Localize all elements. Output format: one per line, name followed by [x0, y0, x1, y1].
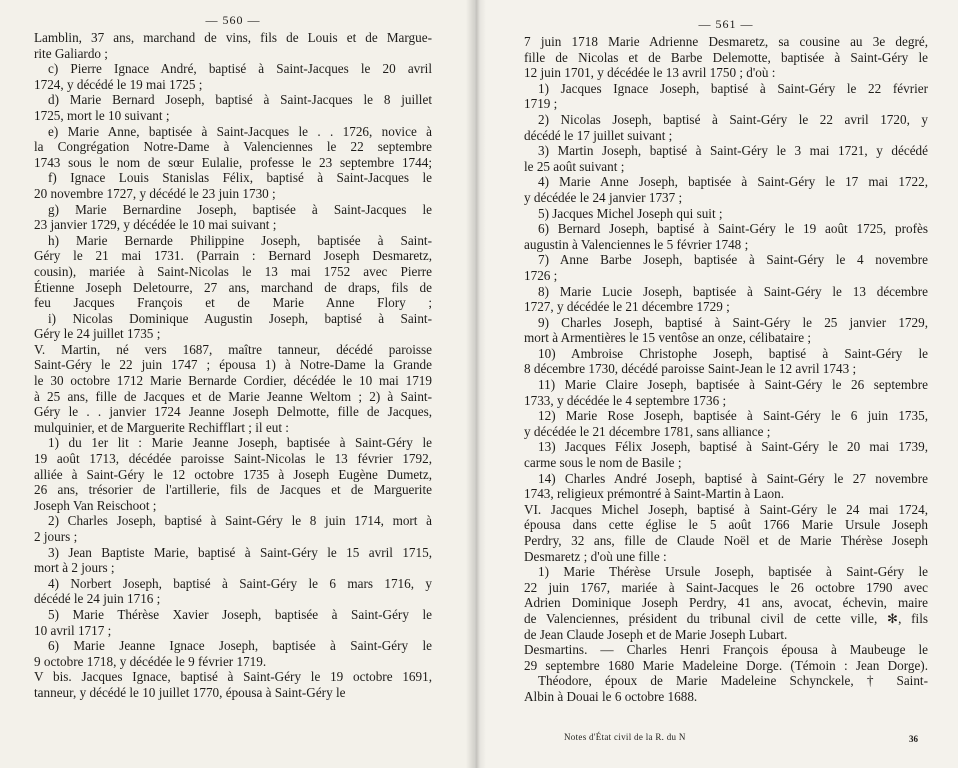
- left-text-line: Lamblin, 37 ans, marchand de vins, fils de Louis et de Margue-: [34, 30, 432, 45]
- right-text-line: 12 juin 1701, y décédée le 13 avril 1750 ; d'où :: [524, 65, 776, 81]
- right-text-line: augustin à Valenciennes le 5 février 1748 ;: [524, 236, 749, 252]
- signature-number: 36: [909, 734, 918, 744]
- right-text-line: mort à Armentières le 15 ventôse an onze, célibataire ;: [524, 330, 812, 346]
- left-page: [0, 0, 474, 768]
- left-text-line: 2) Charles Joseph, baptisé à Saint-Géry le 8 juin 1714, mort à: [48, 513, 432, 529]
- right-text-line: 1) Jacques Ignace Joseph, baptisé à Saint-Géry le 22 février: [538, 80, 928, 96]
- right-text-line: décédé le 17 juillet suivant ;: [524, 127, 673, 143]
- left-text-line: Géry le 24 juillet 1735 ;: [34, 326, 161, 342]
- right-text-line: 9) Charles Joseph, baptisé à Saint-Géry le 25 janvier 1729,: [538, 314, 928, 330]
- right-text-line: 1733, y décédée le 4 septembre 1736 ;: [524, 392, 727, 408]
- right-text-line: épousa dans cette église le 5 août 1766 Marie Ursule Joseph: [524, 517, 928, 533]
- right-text-line: carme sous le nom de Basile ;: [524, 455, 682, 471]
- left-page-number: — 560 —: [205, 13, 261, 27]
- left-text-line: i) Nicolas Dominique Augustin Joseph, baptisé à Saint-: [48, 310, 432, 326]
- right-text-line: 1726 ;: [524, 267, 558, 283]
- left-text-line: 1) du 1er lit : Marie Jeanne Joseph, baptisée à Saint-Géry le: [48, 435, 432, 451]
- left-text-line: mulquinier, et de Marguerite Rechifflart ; il eut :: [34, 419, 289, 435]
- left-text-line: f) Ignace Louis Stanislas Félix, baptisé à Saint-Jacques le: [48, 170, 432, 186]
- right-text-line: 1743, religieux prémontré à Saint-Martin à Laon.: [524, 486, 785, 502]
- left-text-line: décédé le 24 juin 1716 ;: [34, 591, 161, 607]
- right-text-line: 13) Jacques Félix Joseph, baptisé à Saint-Géry le 20 mai 1739,: [538, 439, 928, 455]
- left-text-line: e) Marie Anne, baptisée à Saint-Jacques le . . 1726, novice à: [48, 123, 432, 139]
- left-text-line: Géry le 21 mai 1731. (Parrain : Bernard Joseph Desmaretz,: [34, 248, 432, 264]
- page-footer: [524, 732, 928, 746]
- right-text-line: fille de Nicolas et de Barbe Delemotte, baptisée à Saint-Géry le: [524, 49, 928, 65]
- right-text-line: 11) Marie Claire Joseph, baptisée à Saint-Géry le 26 septembre: [538, 377, 928, 393]
- right-page: [474, 0, 958, 768]
- left-page-text: [34, 30, 432, 701]
- right-text-line: 12) Marie Rose Joseph, baptisée à Saint-Géry le 6 juin 1735,: [538, 408, 928, 424]
- right-text-line: 3) Martin Joseph, baptisé à Saint-Géry le 3 mai 1721, y décédé: [538, 143, 928, 159]
- left-text-line: V bis. Jacques Ignace, baptisé à Saint-Géry le 19 octobre 1691,: [34, 669, 432, 685]
- right-text-line: de Valenciennes, président du tribunal civil de cette ville, ✻, fils: [524, 610, 928, 626]
- left-text-line: 4) Norbert Joseph, baptisé à Saint-Géry le 6 mars 1716, y: [48, 575, 432, 591]
- right-text-line: 29 septembre 1680 Marie Madeleine Dorge. (Témoin : Jean Dorge).: [524, 657, 928, 673]
- right-page-number: — 561 —: [698, 17, 754, 31]
- left-text-line: 1725, mort le 10 suivant ;: [34, 107, 170, 123]
- left-text-line: g) Marie Bernardine Joseph, baptisée à Saint-Jacques le: [48, 201, 432, 217]
- left-text-line: 10 avril 1717 ;: [34, 622, 112, 638]
- left-text-line: 1743 sous le nom de sœur Eulalie, professe le 23 septembre 1744;: [34, 154, 432, 170]
- left-text-line: h) Marie Bernarde Philippine Joseph, baptisée à Saint-: [48, 232, 432, 248]
- left-text-line: la Congrégation Notre-Dame à Valenciennes le 22 septembre: [34, 139, 432, 155]
- right-text-line: 7 juin 1718 Marie Adrienne Desmaretz, sa cousine au 3e degré,: [524, 34, 928, 49]
- left-text-line: Saint-Géry le 22 juin 1747 ; épousa 1) à Notre-Dame la Grande: [34, 357, 432, 373]
- right-text-line: 10) Ambroise Christophe Joseph, baptisé à Saint-Géry le: [538, 345, 928, 361]
- right-text-line: Adrien Dominique Joseph Perdry, 41 ans, avocat, échevin, maire: [524, 595, 928, 611]
- right-text-line: le 25 août suivant ;: [524, 158, 625, 174]
- right-page-text: [524, 34, 928, 705]
- left-text-line: le 30 octobre 1712 Marie Bernarde Cordier, décédée le 10 mai 1719: [34, 373, 432, 389]
- left-text-line: 20 novembre 1727, y décédé le 23 juin 1730 ;: [34, 185, 276, 201]
- right-text-line: VI. Jacques Michel Joseph, baptisé à Saint-Géry le 24 mai 1724,: [524, 501, 928, 517]
- left-text-line: 23 janvier 1729, y décédée le 10 mai suivant ;: [34, 217, 277, 233]
- right-text-line: 6) Bernard Joseph, baptisé à Saint-Géry le 19 août 1725, profès: [538, 221, 928, 237]
- right-text-line: de Jean Claude Joseph et de Marie Joseph Lubart.: [524, 626, 788, 642]
- right-text-line: 8 décembre 1730, décédé paroisse Saint-Jean le 12 avril 1743 ;: [524, 361, 857, 377]
- right-text-line: 5) Jacques Michel Joseph qui suit ;: [538, 205, 723, 221]
- right-text-line: 1727, y décédée le 21 décembre 1729 ;: [524, 299, 730, 315]
- right-text-line: 2) Nicolas Joseph, baptisé à Saint-Géry le 22 avril 1720, y: [538, 111, 928, 127]
- left-text-line: mort à 2 jours ;: [34, 560, 115, 576]
- right-text-line: 8) Marie Lucie Joseph, baptisée à Saint-Géry le 13 décembre: [538, 283, 928, 299]
- left-text-line: 3) Jean Baptiste Marie, baptisé à Saint-Géry le 15 avril 1715,: [48, 544, 432, 560]
- left-text-line: tanneur, y décédé le 10 juillet 1770, épousa à Saint-Géry le: [34, 684, 346, 700]
- left-text-line: Joseph Van Reischoot ;: [34, 497, 157, 513]
- right-text-line: 4) Marie Anne Joseph, baptisée à Saint-Géry le 17 mai 1722,: [538, 174, 928, 190]
- right-text-line: Desmartins. — Charles Henri François épousa à Maubeuge le: [524, 642, 928, 658]
- right-text-line: Albin à Douai le 6 octobre 1688.: [524, 688, 698, 704]
- left-text-line: V. Martin, né vers 1687, maître tanneur, décédé paroisse: [34, 341, 432, 357]
- left-text-line: c) Pierre Ignace André, baptisé à Saint-Jacques le 20 avril: [48, 61, 432, 77]
- left-text-line: Étienne Joseph Deletourre, 27 ans, marchand de draps, fils de: [34, 279, 432, 295]
- left-text-line: Géry le . . janvier 1724 Jeanne Joseph Delmotte, fille de Jacques,: [34, 404, 432, 420]
- left-text-line: 26 ans, trésorier de l'artillerie, fils de Jacques et de Marguerite: [34, 482, 432, 498]
- left-text-line: 19 août 1713, décédée paroisse Saint-Nicolas le 13 février 1792,: [34, 451, 432, 467]
- footer-note: Notes d'État civil de la R. du N: [564, 732, 686, 742]
- left-text-line: feu Jacques François et de Marie Anne Flory ;: [34, 295, 432, 311]
- left-text-line: d) Marie Bernard Joseph, baptisé à Saint-Jacques le 8 juillet: [48, 92, 432, 108]
- right-text-line: 14) Charles André Joseph, baptisé à Saint-Géry le 27 novembre: [538, 470, 928, 486]
- right-text-line: 22 juin 1767, mariée à Saint-Jacques le 26 octobre 1790 avec: [524, 579, 928, 595]
- right-text-line: y décédée le 24 janvier 1737 ;: [524, 189, 683, 205]
- left-text-line: 5) Marie Thérèse Xavier Joseph, baptisée à Saint-Géry le: [48, 606, 432, 622]
- right-text-line: Théodore, époux de Marie Madeleine Schynckele, † Saint-: [538, 673, 928, 689]
- right-text-line: 1719 ;: [524, 96, 558, 112]
- right-text-line: 1) Marie Thérèse Ursule Joseph, baptisée à Saint-Géry le: [538, 564, 928, 580]
- right-text-line: Perdry, 32 ans, fille de Claude Noël et de Marie Thérèse Joseph: [524, 533, 928, 548]
- left-text-line: rite Galiardo ;: [34, 45, 108, 61]
- left-text-line: 2 jours ;: [34, 529, 78, 544]
- right-text-line: 7) Anne Barbe Joseph, baptisée à Saint-Géry le 4 novembre: [538, 252, 928, 268]
- right-text-line: Desmaretz ; d'où une fille :: [524, 548, 667, 564]
- left-text-line: 6) Marie Jeanne Ignace Joseph, baptisée à Saint-Géry le: [48, 638, 432, 654]
- left-text-line: 1724, y décédé le 19 mai 1725 ;: [34, 76, 203, 92]
- right-text-line: y décédée le 21 décembre 1781, sans alliance ;: [524, 423, 771, 439]
- left-text-line: cousin), mariée à Saint-Nicolas le 13 mai 1752 avec Pierre: [34, 263, 432, 279]
- left-text-line: à 25 ans, fille de Jacques et de Marie Jeanne Weltom ; 2) à Saint-: [34, 388, 432, 404]
- left-text-line: 9 octobre 1718, y décédée le 9 février 1719.: [34, 653, 267, 669]
- left-text-line: alliée à Saint-Géry le 12 octobre 1735 à Joseph Eugène Dumetz,: [34, 466, 432, 482]
